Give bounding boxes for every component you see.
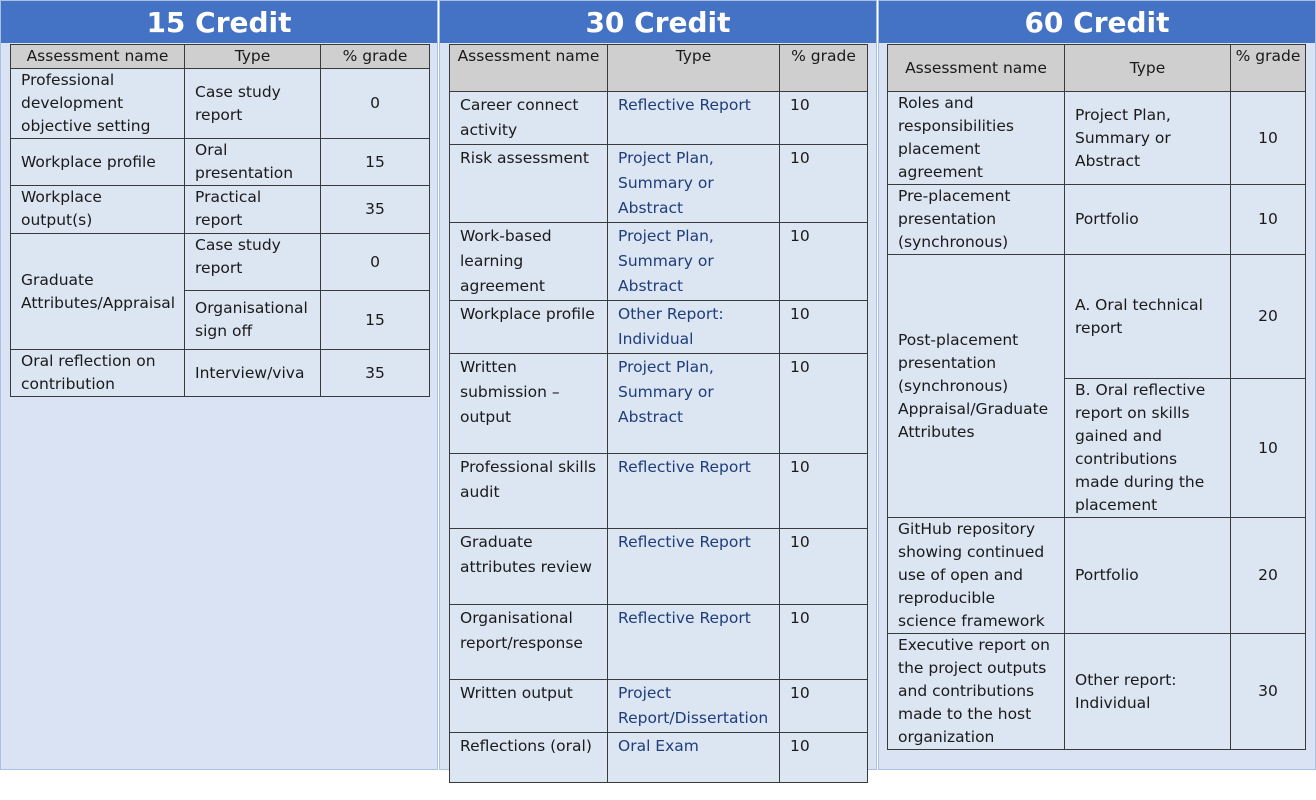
table-row <box>450 529 868 605</box>
table-row <box>450 301 868 354</box>
table-row <box>450 733 868 783</box>
grade-cell: 35 <box>321 186 430 234</box>
assessment-name-cell: Workplace output(s) <box>11 186 185 234</box>
table-header-row <box>450 45 868 92</box>
panel-title-15-credit: 15 Credit <box>1 1 437 43</box>
panel-title-30-credit: 30 Credit <box>440 1 876 43</box>
type-cell: Organisational sign off <box>185 291 321 350</box>
type-cell: Oral presentation <box>185 139 321 186</box>
grade-cell: 35 <box>321 350 430 397</box>
table-row <box>888 634 1306 750</box>
grade-cell: 15 <box>321 291 430 350</box>
type-cell: Reflective Report <box>608 92 780 145</box>
grade-cell: 30 <box>1231 634 1306 750</box>
type-cell: Reflective Report <box>608 605 780 680</box>
assessment-table-30-credit <box>449 44 868 783</box>
grade-cell: 0 <box>321 234 430 291</box>
type-cell: Other report: Individual <box>1065 634 1231 750</box>
grade-cell: 15 <box>321 139 430 186</box>
column-header-type: Type <box>1065 45 1231 92</box>
type-cell: Case study report <box>185 69 321 139</box>
type-cell: Project Report/Dissertation <box>608 680 780 733</box>
type-cell: Reflective Report <box>608 529 780 605</box>
panel-title-60-credit: 60 Credit <box>879 1 1315 43</box>
column-header-grade: % grade <box>780 45 868 92</box>
table-row <box>11 139 430 186</box>
table-row <box>888 255 1306 379</box>
grade-cell: 20 <box>1231 255 1306 379</box>
column-header-type: Type <box>608 45 780 92</box>
table-row <box>888 92 1306 185</box>
assessment-name-cell: Graduate Attributes/Appraisal <box>11 234 185 350</box>
assessment-name-cell: Workplace profile <box>450 301 608 354</box>
assessment-name-cell: Graduate attributes review <box>450 529 608 605</box>
type-cell: Other Report: Individual <box>608 301 780 354</box>
type-cell: Project Plan, Summary or Abstract <box>608 354 780 454</box>
column-header-grade: % grade <box>1231 45 1306 92</box>
type-cell: Project Plan, Summary or Abstract <box>608 223 780 301</box>
table-row <box>450 605 868 680</box>
assessment-name-cell: Written output <box>450 680 608 733</box>
grade-cell: 10 <box>780 733 868 783</box>
assessment-name-cell: Written submission – output <box>450 354 608 454</box>
assessment-name-cell: Executive report on the project outputs and contributions made to the host organization <box>888 634 1065 750</box>
type-cell: Project Plan, Summary or Abstract <box>1065 92 1231 185</box>
table-row <box>11 350 430 397</box>
assessment-name-cell: Pre-placement presentation (synchronous) <box>888 185 1065 255</box>
grade-cell: 10 <box>1231 379 1306 518</box>
assessment-table-15-credit <box>10 44 430 397</box>
grade-cell: 10 <box>780 145 868 223</box>
type-cell: Portfolio <box>1065 518 1231 634</box>
column-header-grade: % grade <box>321 45 430 69</box>
assessment-name-cell: Professional skills audit <box>450 454 608 529</box>
table-header-row <box>888 45 1306 92</box>
type-cell: Portfolio <box>1065 185 1231 255</box>
column-header-assessment-name: Assessment name <box>888 45 1065 92</box>
table-row <box>11 186 430 234</box>
assessment-name-cell: Roles and responsibilities placement agreement <box>888 92 1065 185</box>
type-cell: Reflective Report <box>608 454 780 529</box>
table-row <box>450 354 868 454</box>
assessment-name-cell: Workplace profile <box>11 139 185 186</box>
table-row <box>450 454 868 529</box>
assessment-name-cell: Professional development objective setting <box>11 69 185 139</box>
table-row <box>450 223 868 301</box>
assessment-table-60-credit <box>887 44 1306 750</box>
grade-cell: 10 <box>780 223 868 301</box>
grade-cell: 10 <box>1231 92 1306 185</box>
grade-cell: 10 <box>780 605 868 680</box>
grade-cell: 10 <box>780 680 868 733</box>
grade-cell: 10 <box>1231 185 1306 255</box>
assessment-name-cell: GitHub repository showing continued use of open and reproducible science framework <box>888 518 1065 634</box>
column-header-type: Type <box>185 45 321 69</box>
table-row <box>11 234 430 291</box>
table-header-row <box>11 45 430 69</box>
grade-cell: 10 <box>780 354 868 454</box>
table-row <box>888 185 1306 255</box>
table-row <box>450 145 868 223</box>
assessment-name-cell: Organisational report/response <box>450 605 608 680</box>
grade-cell: 10 <box>780 454 868 529</box>
assessment-name-cell: Risk assessment <box>450 145 608 223</box>
column-header-assessment-name: Assessment name <box>450 45 608 92</box>
table-row <box>888 518 1306 634</box>
grade-cell: 10 <box>780 301 868 354</box>
grade-cell: 10 <box>780 529 868 605</box>
table-row <box>450 680 868 733</box>
table-row <box>11 69 430 139</box>
type-cell: Practical report <box>185 186 321 234</box>
assessment-name-cell: Reflections (oral) <box>450 733 608 783</box>
assessment-name-cell: Post-placement presentation (synchronous) Appraisal/Graduate Attributes <box>888 255 1065 518</box>
column-header-assessment-name: Assessment name <box>11 45 185 69</box>
assessment-name-cell: Work-based learning agreement <box>450 223 608 301</box>
table-row <box>450 92 868 145</box>
grade-cell: 0 <box>321 69 430 139</box>
type-cell: Case study report <box>185 234 321 291</box>
type-cell: A. Oral technical report <box>1065 255 1231 379</box>
grade-cell: 10 <box>780 92 868 145</box>
type-cell: B. Oral reflective report on skills gained and contributions made during the placement <box>1065 379 1231 518</box>
type-cell: Project Plan, Summary or Abstract <box>608 145 780 223</box>
type-cell: Oral Exam <box>608 733 780 783</box>
grade-cell: 20 <box>1231 518 1306 634</box>
assessment-name-cell: Career connect activity <box>450 92 608 145</box>
assessment-name-cell: Oral reflection on contribution <box>11 350 185 397</box>
type-cell: Interview/viva <box>185 350 321 397</box>
